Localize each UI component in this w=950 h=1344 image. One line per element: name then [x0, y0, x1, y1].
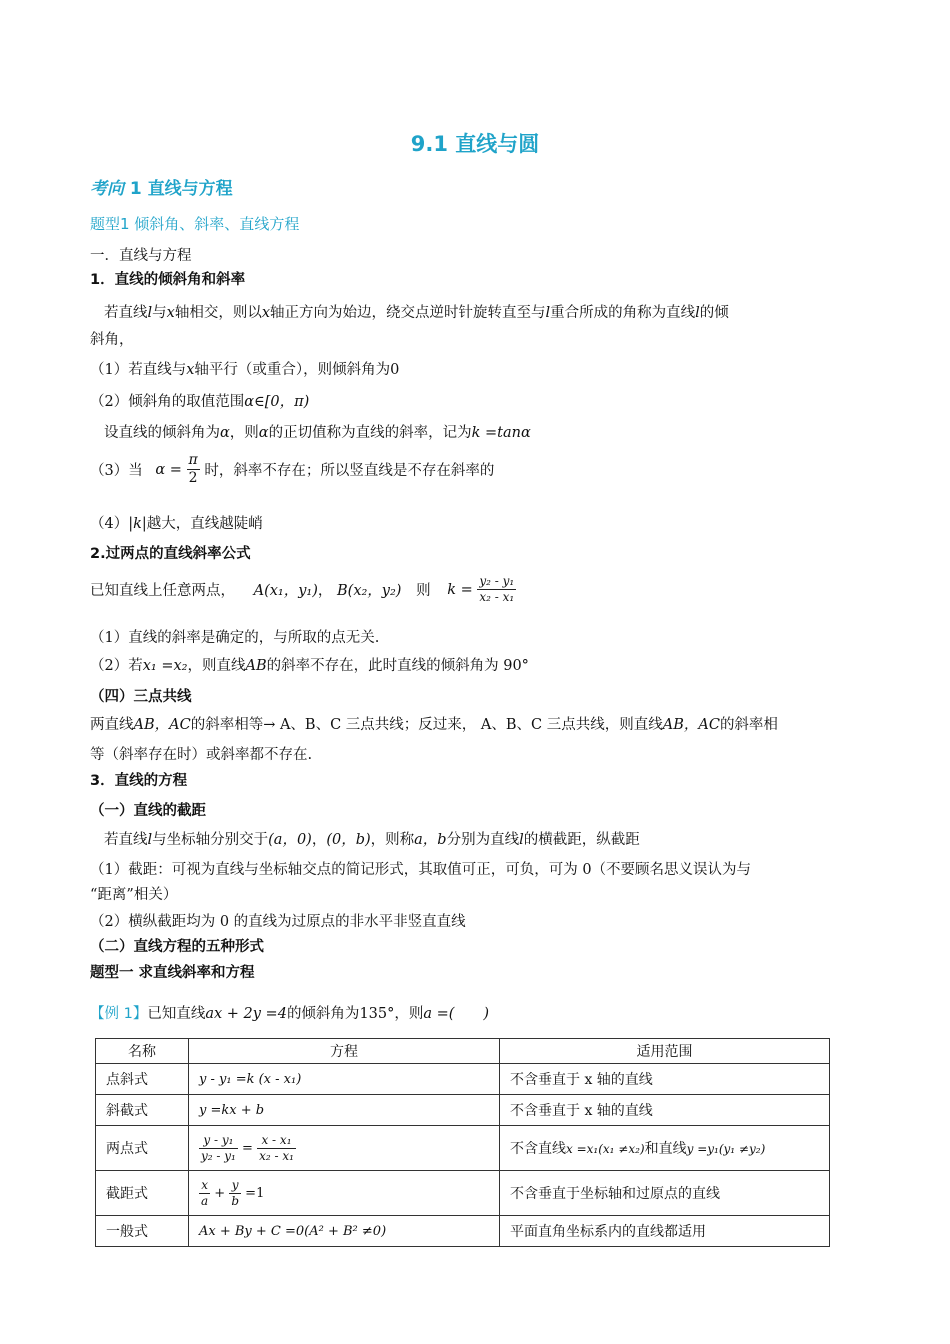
text: 若直线 [104, 832, 148, 848]
para-intercept-2: （2）横纵截距均为 0 的直线为过原点的非水平非竖直直线 [90, 914, 466, 930]
frac-den: b [231, 1193, 240, 1208]
frac-num: x [199, 1178, 210, 1194]
section-1-1-heading: 1．直线的倾斜角和斜率 [90, 272, 246, 288]
item-4 [90, 512, 263, 533]
text: ，则 [229, 425, 259, 441]
text: ，则称 [370, 832, 415, 848]
math-zero: 0 [390, 362, 400, 378]
frac-den: y₂ - y₁ [201, 1148, 236, 1163]
section-3-2-heading: （二）直线方程的五种形式 [90, 939, 264, 955]
math-condition: y =y₁(y₁ ≠y₂) [686, 1142, 766, 1156]
text: （2）倾斜角的取值范围 [90, 394, 245, 410]
text: 和直线 [644, 1141, 687, 1157]
form-range: 不含垂直于坐标轴和过原点的直线 [500, 1171, 830, 1216]
math-degree: 135° [359, 1006, 395, 1022]
text: 重合所成的角称为直线 [550, 305, 696, 321]
text: ，则直线 [187, 658, 246, 674]
text: 的斜率不存在，此时直线的倾斜角为 90° [266, 658, 529, 674]
frac-num: π [188, 452, 198, 468]
text: 的倾 [699, 305, 729, 321]
item-1 [90, 358, 399, 379]
math-question: a =( ) [423, 1006, 490, 1022]
table-row [96, 1095, 830, 1126]
math-abs-k: |k| [128, 516, 147, 532]
math-a-b: a，b [414, 832, 447, 848]
text: 则 [416, 583, 431, 599]
table-row [96, 1216, 830, 1247]
text: 与坐标轴分别交于 [152, 832, 269, 848]
frac-num: y [229, 1178, 241, 1194]
math-l: l [147, 305, 153, 321]
section-2-heading: 2.过两点的直线斜率公式 [90, 546, 251, 562]
math-l: l [545, 305, 551, 321]
form-equation: y - y₁ =k (x - x₁) [189, 1064, 500, 1095]
table-header: 名称 [96, 1039, 189, 1064]
frac-den: 2 [188, 470, 198, 486]
text: 与 [152, 305, 167, 321]
tixing1-heading: 题型1 倾斜角、斜率、直线方程 [90, 215, 300, 233]
math-ab-ac: AB，AC [133, 717, 191, 733]
fraction [229, 1178, 241, 1209]
example-tag: 【例 1】 [90, 1006, 148, 1022]
text: 设直线的倾斜角为 [104, 425, 220, 441]
para-intercept [104, 828, 640, 849]
frac-num: y - y₁ [199, 1133, 238, 1149]
math-point-a0: (a，0) [268, 832, 312, 848]
math-x: x [166, 305, 175, 321]
text: 的正切值称为直线的斜率，记为 [268, 425, 472, 441]
para-2-1: （1）直线的斜率是确定的，与所取的点无关. [90, 630, 380, 646]
math-k: k =tanα [471, 425, 531, 441]
form-range [500, 1126, 830, 1171]
math-range: α∈[0，π) [244, 394, 310, 410]
kaoxiang-num: 1 [129, 179, 142, 199]
text: （3）当 [90, 463, 143, 479]
frac-den: x₂ - x₁ [259, 1148, 294, 1163]
text: 的倾斜角为 [286, 1006, 360, 1022]
table-header: 方程 [189, 1039, 500, 1064]
table-row [96, 1126, 830, 1171]
text: 已知直线 [147, 1006, 206, 1022]
math-alpha-eq: α = [155, 461, 182, 478]
math-x1-eq-x2: x₁ =x₂ [142, 658, 188, 674]
form-equation [189, 1126, 500, 1171]
math-alpha: α [258, 425, 269, 441]
para-definition [104, 301, 729, 322]
item-2 [90, 390, 309, 411]
text: ， [311, 832, 327, 848]
para-collinear [90, 713, 778, 734]
para-definition-cont: 斜角， [90, 332, 134, 348]
table-row [96, 1064, 830, 1095]
text: 时，斜率不存在；所以竖直线是不存在斜率的 [204, 463, 495, 479]
frac-num: x - x₁ [257, 1133, 296, 1149]
fraction-slope [477, 574, 516, 605]
section-1-heading: 一．直线与方程 [90, 248, 192, 264]
text: 不含直线 [510, 1141, 566, 1157]
form-equation [189, 1171, 500, 1216]
para-two-points [90, 574, 516, 605]
text: 越大，直线越陡峭 [146, 516, 263, 532]
form-equation: y =kx + b [189, 1095, 500, 1126]
text: 分别为直线 [446, 832, 520, 848]
para-2-2 [90, 654, 529, 675]
text: （2）若 [90, 658, 143, 674]
kaoxiang-heading [90, 174, 233, 199]
math-x: x [186, 362, 195, 378]
item-3 [90, 452, 494, 487]
text: 两直线 [90, 717, 134, 733]
form-name: 一般式 [96, 1216, 189, 1247]
math-point-b: B(x₂，y₂) [337, 583, 402, 599]
kaoxiang-prefix: 考向 [90, 179, 124, 199]
math-condition: x =x₁(x₁ ≠x₂) [566, 1142, 645, 1156]
math-point-a: A(x₁，y₁) [253, 583, 318, 599]
plus: + [214, 1185, 226, 1201]
math-x: x [261, 305, 271, 321]
kaoxiang-label: 直线与方程 [147, 179, 233, 199]
math-k-eq: k = [447, 581, 473, 598]
form-range: 不含垂直于 x 轴的直线 [500, 1064, 830, 1095]
text: 轴正方向为始边，绕交点逆时针旋转直至与 [270, 305, 546, 321]
text: （4） [90, 516, 129, 532]
math-l: l [695, 305, 700, 321]
form-name: 点斜式 [96, 1064, 189, 1095]
equals-one: =1 [245, 1185, 265, 1201]
para-intercept-1: （1）截距：可视为直线与坐标轴交点的简记形式，其取值可正，可负，可为 0（不要顾名思义误认为与 [90, 862, 752, 878]
text: 已知直线上任意两点， [90, 583, 235, 599]
fraction [199, 1178, 210, 1209]
text: 轴相交，则以 [174, 305, 262, 321]
form-name: 两点式 [96, 1126, 189, 1171]
math-equation: ax + 2y =4 [205, 1006, 287, 1022]
text: 若直线 [104, 305, 148, 321]
table-header: 适用范围 [500, 1039, 830, 1064]
text: （1）若直线与 [90, 362, 187, 378]
equals: = [242, 1140, 253, 1156]
math-ab: AB [245, 658, 267, 674]
section-3-heading: 3．直线的方程 [90, 773, 188, 789]
page-title: 9.1 直线与圆 [410, 132, 540, 156]
line-equation-forms-table [95, 1038, 830, 1247]
section-3-1-heading: （一）直线的截距 [90, 803, 206, 819]
para-collinear-cont: 等（斜率存在时）或斜率都不存在. [90, 747, 313, 763]
table-header-row [96, 1039, 830, 1064]
form-equation: Ax + By + C =0(A² + B² ≠0) [189, 1216, 500, 1247]
text: 的斜率相 [719, 717, 778, 733]
form-range: 平面直角坐标系内的直线都适用 [500, 1216, 830, 1247]
example-1 [90, 1002, 489, 1023]
form-name: 截距式 [96, 1171, 189, 1216]
tixing-one-heading: 题型一 求直线斜率和方程 [90, 965, 255, 981]
math-ab-ac: AB，AC [662, 717, 720, 733]
text: 的斜率相等→ A、B、C 三点共线；反过来， A、B、C 三点共线，则直线 [190, 717, 663, 733]
text: ， [317, 583, 333, 599]
math-l: l [519, 832, 524, 848]
fraction [199, 1133, 238, 1164]
text: 轴平行（或重合），则倾斜角为 [194, 362, 391, 378]
form-name: 斜截式 [96, 1095, 189, 1126]
para-intercept-1-cont: “距离”相关） [90, 887, 178, 903]
fraction-pi-over-2 [187, 452, 200, 487]
text: 的横截距，纵截距 [523, 832, 640, 848]
table-row [96, 1171, 830, 1216]
fraction [257, 1133, 296, 1164]
frac-den: x₂ - x₁ [479, 590, 515, 604]
form-range: 不含垂直于 x 轴的直线 [500, 1095, 830, 1126]
math-alpha: α [220, 425, 230, 441]
frac-num: y₂ - y₁ [479, 574, 515, 588]
math-l: l [147, 832, 153, 848]
section-4-heading: （四）三点共线 [90, 689, 192, 705]
item-k [104, 421, 531, 442]
math-point-0b: (0，b) [326, 832, 371, 848]
text: ，则 [394, 1006, 424, 1022]
frac-den: a [201, 1193, 209, 1208]
